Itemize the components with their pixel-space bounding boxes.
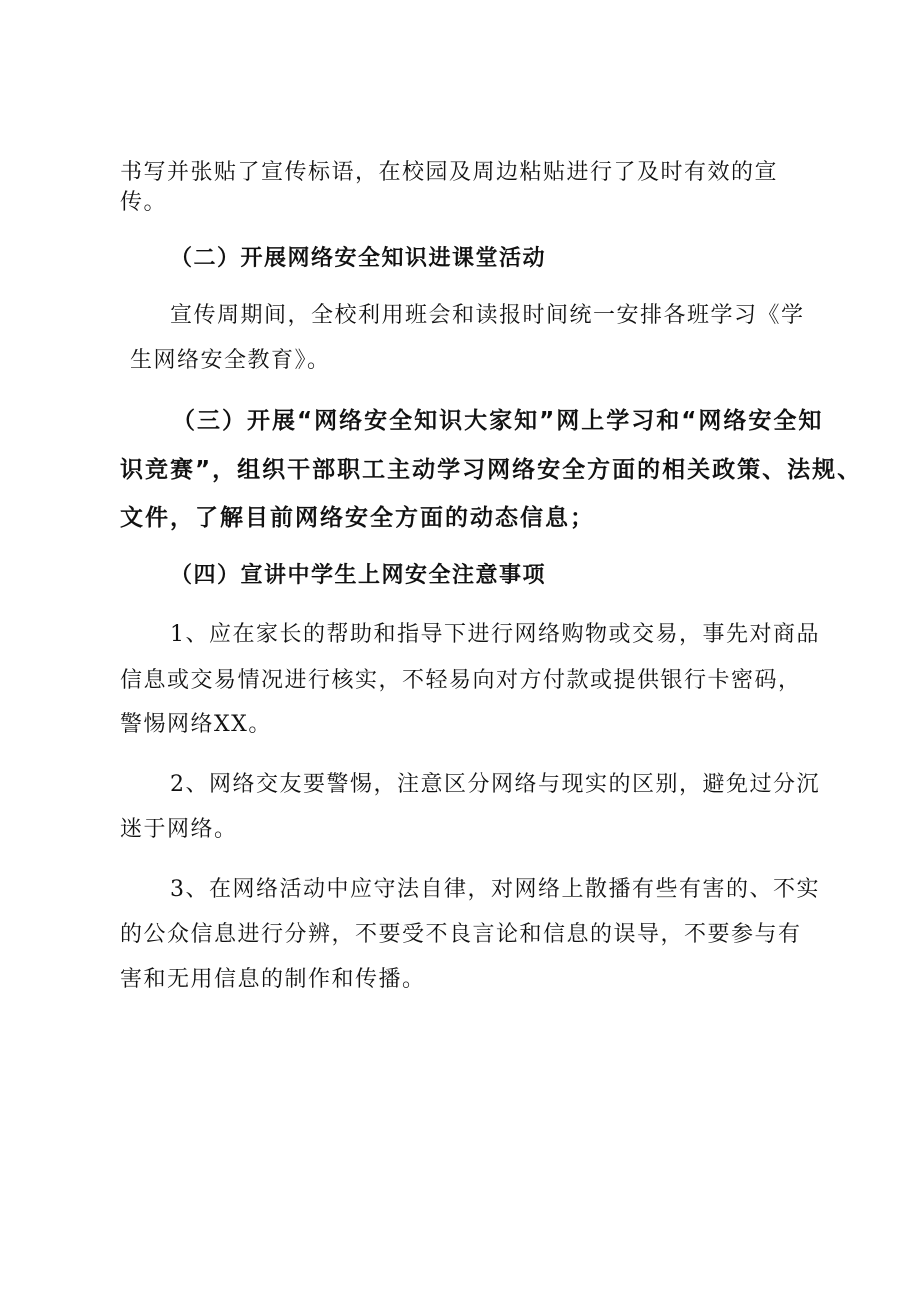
section-2-line-1: 宣传周期间，全校利用班会和读报时间统一安排各班学习《学 bbox=[170, 303, 805, 328]
item-3-line-3: 害和无用信息的制作和传播。 bbox=[120, 967, 426, 992]
item-3-line-1: 3、在网络活动中应守法自律，对网络上散播有些有害的、不实 bbox=[170, 877, 820, 902]
item-3-line-2: 的公众信息进行分辨，不要受不良言论和信息的误导，不要参与有 bbox=[120, 922, 802, 947]
item-2-line-2: 迷于网络。 bbox=[120, 817, 238, 842]
section-2-line-2: 生网络安全教育》。 bbox=[130, 348, 331, 373]
item-2-line-1: 2、网络交友要警惕，注意区分网络与现实的区别，避免过分沉 bbox=[170, 772, 820, 797]
item-1-line-1: 1、应在家长的帮助和指导下进行网络购物或交易，事先对商品 bbox=[170, 622, 820, 647]
section-3-line-2: 识竞赛”，组织干部职工主动学习网络安全方面的相关政策、法规、 bbox=[120, 457, 863, 483]
section-3-line-1: （三）开展“网络安全知识大家知”网上学习和“网络安全知 bbox=[172, 408, 824, 434]
intro-line-2: 传。 bbox=[120, 190, 168, 215]
section-2-heading: （二）开展网络安全知识进课堂活动 bbox=[170, 246, 547, 271]
section-3-line-3: 文件，了解目前网络安全方面的动态信息； bbox=[120, 505, 595, 531]
intro-line-1: 书写并张贴了宣传标语，在校园及周边粘贴进行了及时有效的宣 bbox=[120, 160, 779, 185]
section-4-heading: （四）宣讲中学生上网安全注意事项 bbox=[170, 563, 547, 588]
item-1-line-2: 信息或交易情况进行核实，不轻易向对方付款或提供银行卡密码， bbox=[120, 668, 802, 693]
item-1-line-3: 警惕网络XX。 bbox=[120, 712, 272, 737]
